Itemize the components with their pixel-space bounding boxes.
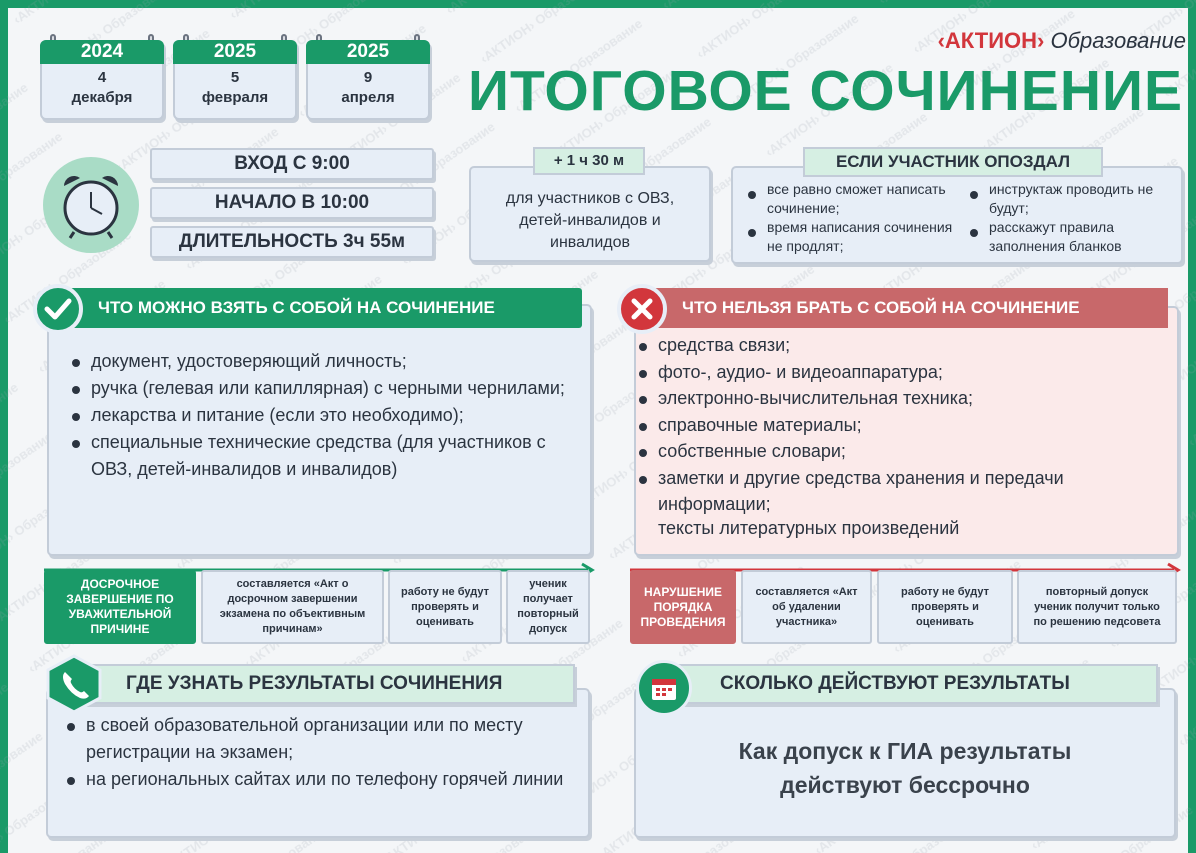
brand-name: ‹АКТИОН› [937, 28, 1045, 53]
list-item: в своей образовательной организации или по месту регистрации на экзамен; [58, 712, 578, 766]
results-where-list [58, 712, 578, 793]
late-title: ЕСЛИ УЧАСТНИК ОПОЗДАЛ [803, 147, 1103, 177]
list-item: лекарства и питание (если это необходимо); [63, 402, 573, 429]
violation-step-1: составляется «Акт об удалении участника» [741, 570, 872, 644]
forbidden-extra-line: тексты литературных произведений [658, 518, 960, 538]
late-box [731, 166, 1183, 264]
late-left-list [739, 180, 957, 256]
list-item: электронно-вычислительная техника; [630, 385, 1170, 412]
list-item: специальные технические средства (для участников с ОВЗ, детей-инвалидов и инвалидов) [63, 429, 573, 483]
phone-icon [44, 654, 104, 714]
date-month: апреля [341, 89, 395, 106]
early-step-1: составляется «Акт о досрочном завершении экзамена по объективным причинам» [201, 570, 384, 644]
violation-step-2: работу не будут проверять и оценивать [877, 570, 1013, 644]
calendar-icon [636, 660, 692, 716]
violation-label: НАРУШЕНИЕ ПОРЯДКА ПРОВЕДЕНИЯ [630, 570, 736, 644]
late-right-list [961, 180, 1179, 256]
date-year: 2025 [306, 40, 430, 64]
date-day: 5 [230, 69, 240, 86]
early-step-2: работу не будут проверять и оценивать [388, 570, 502, 644]
list-item: все равно сможет написать сочинение; [739, 180, 957, 218]
list-item: расскажут правила заполнения бланков [961, 218, 1179, 256]
results-where-title: ГДЕ УЗНАТЬ РЕЗУЛЬТАТЫ СОЧИНЕНИЯ [70, 664, 575, 704]
cross-icon [617, 284, 667, 334]
date-month: февраля [201, 89, 269, 106]
list-item: собственные словари; [630, 438, 1170, 465]
brand-sub: Образование [1050, 28, 1186, 53]
page-title: ИТОГОВОЕ СОЧИНЕНИЕ [468, 59, 1183, 123]
forbidden-title: ЧТО НЕЛЬЗЯ БРАТЬ С СОБОЙ НА СОЧИНЕНИЕ [652, 288, 1168, 328]
list-item: документ, удостоверяющий личность; [63, 348, 573, 375]
date-month: декабря [71, 89, 133, 106]
list-item: инструктаж проводить не будут; [961, 180, 1179, 218]
results-valid-box [634, 688, 1176, 838]
violation-step-3: повторный допуск ученик получит только по решению педсовета [1017, 570, 1177, 644]
early-step-3: ученик получает повторный допуск [506, 570, 590, 644]
results-valid-text: Как допуск к ГИА результаты действуют бессрочно [738, 738, 1072, 798]
brand-logo [938, 28, 1186, 54]
results-where-box [46, 688, 590, 838]
date-year: 2025 [173, 40, 297, 64]
allowed-list [63, 348, 573, 483]
list-item: ручка (гелевая или капиллярная) с черными чернилами; [63, 375, 573, 402]
date-card-1 [40, 40, 164, 120]
duration: ДЛИТЕЛЬНОСТЬ 3ч 55м [150, 226, 434, 258]
date-card-3 [306, 40, 430, 120]
list-item: фото-, аудио- и видеоаппаратура; [630, 359, 1170, 386]
check-icon [33, 284, 83, 334]
date-year: 2024 [40, 40, 164, 64]
entry-time: ВХОД С 9:00 [150, 148, 434, 180]
allowed-title: ЧТО МОЖНО ВЗЯТЬ С СОБОЙ НА СОЧИНЕНИЕ [70, 288, 582, 328]
list-item: время написания сочинения не продлят; [739, 218, 957, 256]
date-day: 9 [363, 69, 373, 86]
list-item: заметки и другие средства хранения и передачи информации; [630, 465, 1170, 518]
forbidden-box [634, 306, 1179, 556]
allowed-box [47, 304, 592, 556]
list-item: на региональных сайтах или по телефону горячей линии [58, 766, 578, 793]
list-item: средства связи; [630, 332, 1170, 359]
forbidden-list [630, 332, 1170, 518]
results-valid-title: СКОЛЬКО ДЕЙСТВУЮТ РЕЗУЛЬТАТЫ [658, 664, 1158, 704]
extra-time-label: + 1 ч 30 м [533, 147, 645, 175]
extra-time-text: для участников с ОВЗ, детей-инвалидов и инвалидов [505, 190, 675, 251]
date-card-2 [173, 40, 297, 120]
list-item: справочные материалы; [630, 412, 1170, 439]
alarm-clock-icon [43, 157, 139, 253]
start-time: НАЧАЛО В 10:00 [150, 187, 434, 219]
early-label: ДОСРОЧНОЕ ЗАВЕРШЕНИЕ ПО УВАЖИТЕЛЬНОЙ ПРИЧИНЕ [44, 570, 196, 644]
extra-time-box [469, 166, 711, 262]
date-day: 4 [97, 69, 107, 86]
